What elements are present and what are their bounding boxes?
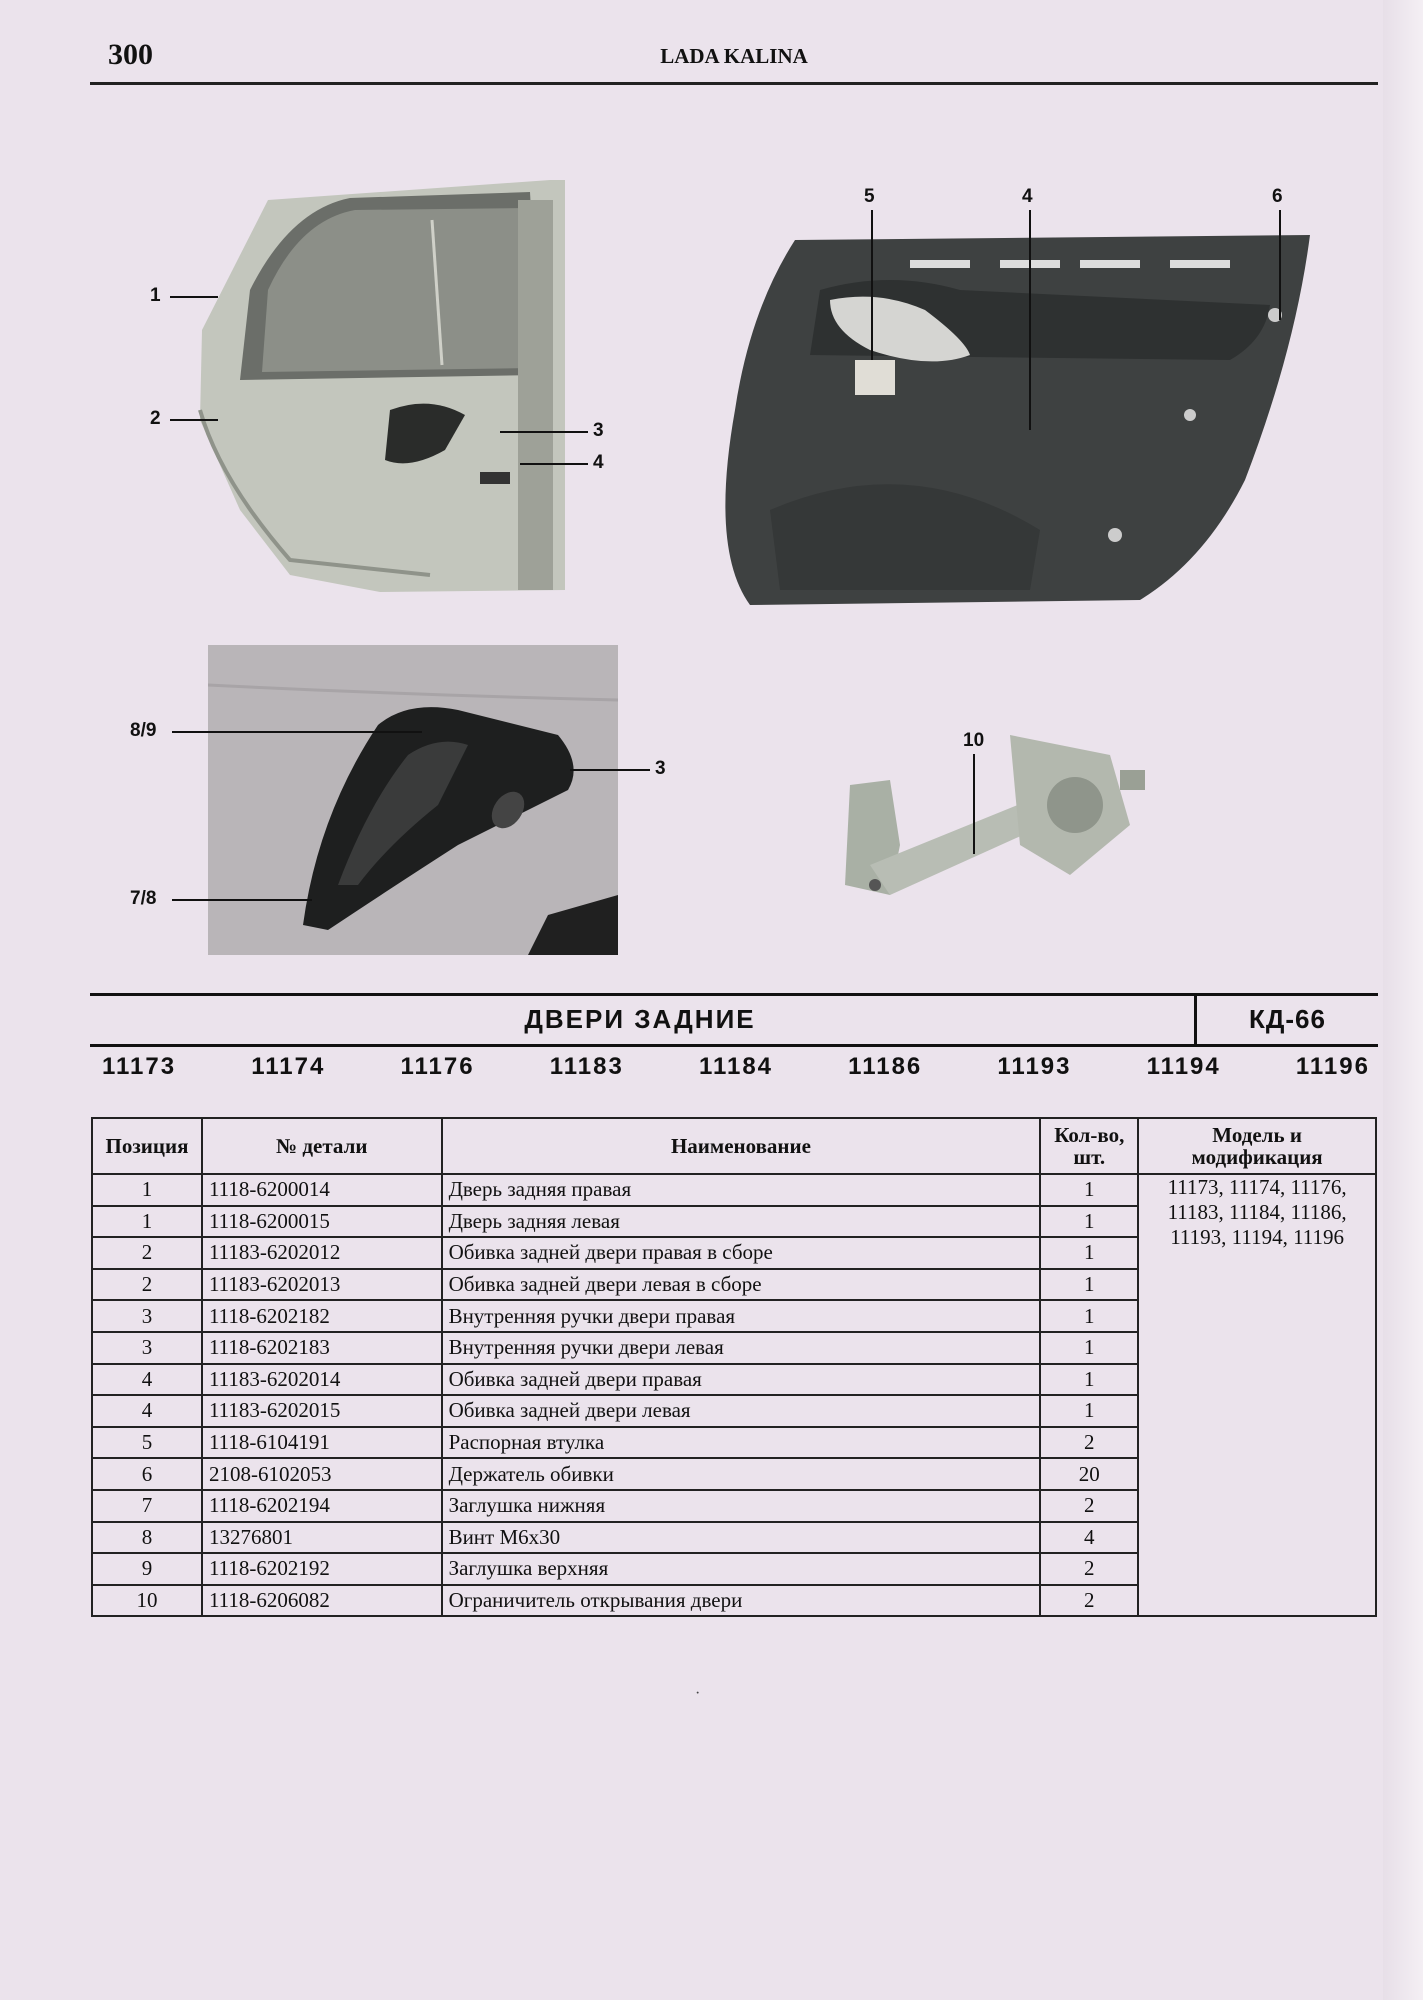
name-cell: Держатель обивки bbox=[442, 1458, 1041, 1490]
name-cell: Внутренняя ручки двери левая bbox=[442, 1332, 1041, 1364]
callout-line bbox=[172, 731, 422, 733]
model-item: 11183 bbox=[549, 1053, 624, 1080]
section-title-band bbox=[90, 993, 1378, 1047]
col-header-model bbox=[1138, 1118, 1376, 1174]
callout-line bbox=[500, 431, 588, 433]
part-number-cell: 13276801 bbox=[202, 1522, 442, 1554]
position-cell: 3 bbox=[92, 1300, 202, 1332]
model-item: 11184 bbox=[698, 1053, 774, 1080]
model-item: 11176 bbox=[400, 1053, 475, 1080]
name-cell: Дверь задняя правая bbox=[442, 1174, 1041, 1206]
callout-line bbox=[172, 899, 312, 901]
model-item: 11186 bbox=[848, 1053, 923, 1080]
part-number-cell: 1118-6202183 bbox=[202, 1332, 442, 1364]
callout-line bbox=[871, 210, 873, 360]
model-item: 11193 bbox=[997, 1053, 1072, 1080]
position-cell: 5 bbox=[92, 1427, 202, 1459]
page-edge bbox=[1383, 0, 1423, 2000]
applicability-cell bbox=[1138, 1174, 1376, 1616]
name-cell: Обивка задней двери левая в сборе bbox=[442, 1269, 1041, 1301]
callout-3-handle: 3 bbox=[655, 758, 666, 779]
name-cell: Обивка задней двери правая bbox=[442, 1364, 1041, 1396]
qty-cell: 2 bbox=[1040, 1553, 1138, 1585]
part-number-cell: 11183-6202015 bbox=[202, 1395, 442, 1427]
applicability-line: 11173, 11174, 11176, bbox=[1167, 1175, 1347, 1199]
qty-cell: 4 bbox=[1040, 1522, 1138, 1554]
position-cell: 3 bbox=[92, 1332, 202, 1364]
model-header-line2: модификация bbox=[1191, 1145, 1323, 1169]
qty-header-line1: Кол-во, bbox=[1054, 1123, 1125, 1147]
name-cell: Винт М6х30 bbox=[442, 1522, 1041, 1554]
part-number-cell: 2108-6102053 bbox=[202, 1458, 442, 1490]
name-cell: Распорная втулка bbox=[442, 1427, 1041, 1459]
qty-cell: 1 bbox=[1040, 1332, 1138, 1364]
name-cell: Дверь задняя левая bbox=[442, 1206, 1041, 1238]
qty-cell: 20 bbox=[1040, 1458, 1138, 1490]
col-header-qty bbox=[1040, 1118, 1138, 1174]
book-title: LADA KALINA bbox=[660, 44, 808, 68]
qty-cell: 1 bbox=[1040, 1206, 1138, 1238]
door-trim-photo bbox=[710, 230, 1315, 615]
callout-3: 3 bbox=[593, 420, 604, 441]
parts-table bbox=[91, 1117, 1377, 1617]
callout-line bbox=[170, 296, 218, 298]
part-number-cell: 1118-6200015 bbox=[202, 1206, 442, 1238]
position-cell: 4 bbox=[92, 1364, 202, 1396]
rear-door-photo bbox=[180, 180, 575, 595]
applicability-line: 11193, 11194, 11196 bbox=[1170, 1225, 1345, 1249]
qty-cell: 1 bbox=[1040, 1237, 1138, 1269]
callout-8-9: 8/9 bbox=[130, 720, 157, 741]
table-header-row bbox=[92, 1118, 1376, 1174]
qty-cell: 2 bbox=[1040, 1585, 1138, 1617]
position-cell: 8 bbox=[92, 1522, 202, 1554]
scan-mark: · bbox=[695, 1685, 701, 1702]
page-number: 300 bbox=[108, 38, 153, 71]
callout-line bbox=[520, 463, 588, 465]
page-header bbox=[90, 38, 1378, 85]
section-title: ДВЕРИ ЗАДНИЕ bbox=[524, 1004, 756, 1034]
part-number-cell: 11183-6202014 bbox=[202, 1364, 442, 1396]
callout-line bbox=[170, 419, 218, 421]
col-header-position: Позиция bbox=[92, 1118, 202, 1174]
callout-4-trim: 4 bbox=[1022, 186, 1033, 207]
model-list bbox=[90, 1053, 1378, 1089]
callout-5: 5 bbox=[864, 186, 875, 207]
position-cell: 1 bbox=[92, 1174, 202, 1206]
callout-10: 10 bbox=[963, 730, 985, 751]
position-cell: 9 bbox=[92, 1553, 202, 1585]
model-header-line1: Модель и bbox=[1212, 1123, 1302, 1147]
model-item: 11194 bbox=[1146, 1053, 1221, 1080]
part-number-cell: 1118-6206082 bbox=[202, 1585, 442, 1617]
name-cell: Ограничитель открывания двери bbox=[442, 1585, 1041, 1617]
part-number-cell: 1118-6202194 bbox=[202, 1490, 442, 1522]
qty-cell: 1 bbox=[1040, 1364, 1138, 1396]
applicability-line: 11183, 11184, 11186, bbox=[1167, 1200, 1347, 1224]
door-limiter-photo bbox=[830, 725, 1205, 910]
position-cell: 4 bbox=[92, 1395, 202, 1427]
callout-2: 2 bbox=[150, 408, 161, 429]
name-cell: Заглушка нижняя bbox=[442, 1490, 1041, 1522]
model-item: 11173 bbox=[102, 1053, 177, 1080]
table-row bbox=[92, 1174, 1376, 1206]
position-cell: 10 bbox=[92, 1585, 202, 1617]
position-cell: 2 bbox=[92, 1269, 202, 1301]
callout-line bbox=[973, 754, 975, 854]
inner-handle-photo bbox=[208, 645, 618, 955]
qty-cell: 1 bbox=[1040, 1269, 1138, 1301]
name-cell: Внутренняя ручки двери правая bbox=[442, 1300, 1041, 1332]
section-code: КД-66 bbox=[1249, 1004, 1326, 1034]
position-cell: 6 bbox=[92, 1458, 202, 1490]
model-item: 11196 bbox=[1295, 1053, 1370, 1080]
part-number-cell: 1118-6202192 bbox=[202, 1553, 442, 1585]
qty-cell: 2 bbox=[1040, 1490, 1138, 1522]
part-number-cell: 11183-6202013 bbox=[202, 1269, 442, 1301]
qty-cell: 1 bbox=[1040, 1395, 1138, 1427]
part-number-cell: 1118-6104191 bbox=[202, 1427, 442, 1459]
callout-7-8: 7/8 bbox=[130, 888, 157, 909]
name-cell: Заглушка верхняя bbox=[442, 1553, 1041, 1585]
callout-line bbox=[570, 769, 650, 771]
part-number-cell: 1118-6200014 bbox=[202, 1174, 442, 1206]
callout-4: 4 bbox=[593, 452, 604, 473]
model-item: 11174 bbox=[251, 1053, 326, 1080]
part-number-cell: 11183-6202012 bbox=[202, 1237, 442, 1269]
qty-cell: 2 bbox=[1040, 1427, 1138, 1459]
name-cell: Обивка задней двери правая в сборе bbox=[442, 1237, 1041, 1269]
callout-line bbox=[1029, 210, 1031, 430]
callout-line bbox=[1279, 210, 1281, 320]
callout-6: 6 bbox=[1272, 186, 1283, 207]
position-cell: 1 bbox=[92, 1206, 202, 1238]
qty-cell: 1 bbox=[1040, 1174, 1138, 1206]
part-number-cell: 1118-6202182 bbox=[202, 1300, 442, 1332]
position-cell: 2 bbox=[92, 1237, 202, 1269]
col-header-part-number: № детали bbox=[202, 1118, 442, 1174]
name-cell: Обивка задней двери левая bbox=[442, 1395, 1041, 1427]
callout-1: 1 bbox=[150, 285, 161, 306]
col-header-name: Наименование bbox=[442, 1118, 1041, 1174]
position-cell: 7 bbox=[92, 1490, 202, 1522]
qty-header-line2: шт. bbox=[1073, 1145, 1106, 1169]
qty-cell: 1 bbox=[1040, 1300, 1138, 1332]
